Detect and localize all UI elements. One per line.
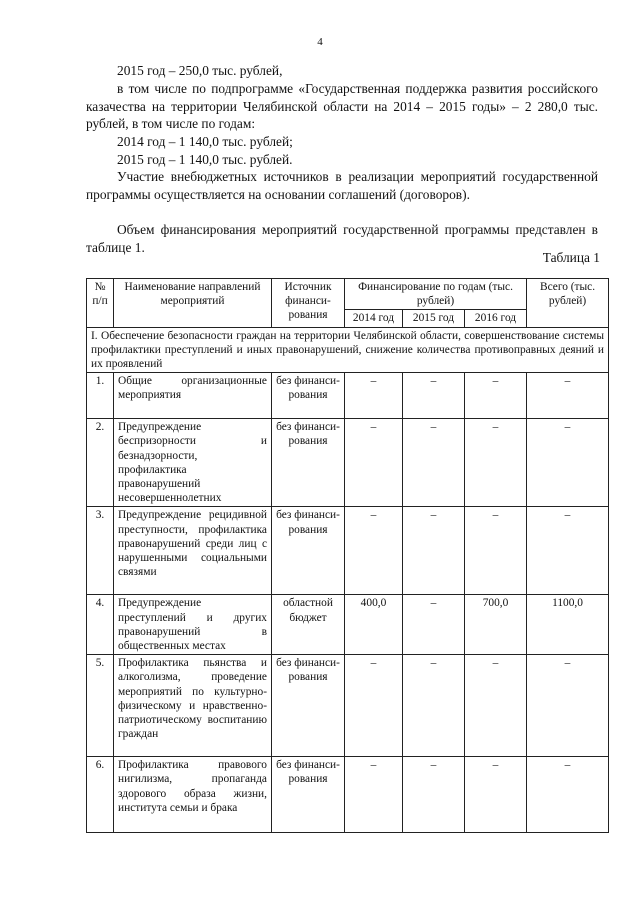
section-title: I. Обеспечение безопасности граждан на территории Челябинской области, совершенствование системы профилактики преступлений и иных правонарушений, снижение количества противоправных деяний и их проявлений	[87, 327, 609, 373]
row-total: –	[527, 373, 609, 419]
row-2015: –	[403, 419, 465, 507]
header-2015: 2015 год	[403, 310, 465, 327]
table-header-row	[87, 279, 609, 310]
row-source: областной бюджет	[272, 595, 345, 655]
table-row	[87, 595, 609, 655]
row-2015: –	[403, 373, 465, 419]
row-source: без финанси-рования	[272, 373, 345, 419]
row-name: Профилактика пьянства и алкоголизма, проведение мероприятий по культурно-физическому и нравственно-патриотическому воспитанию граждан	[114, 655, 272, 757]
row-total: 1100,0	[527, 595, 609, 655]
row-2014: –	[345, 507, 403, 595]
paragraph-volume: Объем финансирования мероприятий государственной программы представлен в таблице 1.	[86, 222, 598, 255]
row-source: без финанси-рования	[272, 757, 345, 833]
header-name: Наименование направлений мероприятий	[114, 279, 272, 328]
row-2016: –	[465, 757, 527, 833]
table-row	[87, 419, 609, 507]
row-name: Предупреждение рецидивной преступности, профилактика правонарушений среди лиц с нарушенными социальными связями	[114, 507, 272, 595]
table-row	[87, 757, 609, 833]
page-number: 4	[317, 36, 323, 48]
financing-table	[86, 278, 609, 833]
row-num: 6.	[87, 757, 114, 833]
header-2014: 2014 год	[345, 310, 403, 327]
row-2016: –	[465, 419, 527, 507]
row-source: без финанси-рования	[272, 507, 345, 595]
row-2016: –	[465, 507, 527, 595]
row-total: –	[527, 507, 609, 595]
table-row	[87, 373, 609, 419]
row-name: Предупреждение беспризорности и безнадзорности, профилактика правонарушений несовершеннолетних	[114, 419, 272, 507]
row-name: Профилактика правового нигилизма, пропаганда здорового образа жизни, института семьи и брака	[114, 757, 272, 833]
table-row	[87, 655, 609, 757]
row-num: 4.	[87, 595, 114, 655]
paragraph-subprogram: в том числе по подпрограмме «Государственная поддержка развития российского казачества на территории Челябинской области на 2014 – 2015 годы» – 2 280,0 тыс. рублей, в том числе по годам:	[86, 81, 598, 132]
row-2016: 700,0	[465, 595, 527, 655]
section-row	[87, 327, 609, 373]
row-2015: –	[403, 757, 465, 833]
row-2015: –	[403, 507, 465, 595]
row-num: 1.	[87, 373, 114, 419]
row-2015: –	[403, 655, 465, 757]
table-row	[87, 507, 609, 595]
header-total: Всего (тыс. рублей)	[527, 279, 609, 328]
row-2014: –	[345, 757, 403, 833]
row-source: без финанси-рования	[272, 419, 345, 507]
header-num: № п/п	[87, 279, 114, 328]
header-2016: 2016 год	[465, 310, 527, 327]
row-2014: 400,0	[345, 595, 403, 655]
paragraph-2015-total: 2015 год – 250,0 тыс. рублей,	[117, 63, 283, 78]
row-num: 2.	[87, 419, 114, 507]
header-financing: Финансирование по годам (тыс. рублей)	[345, 279, 527, 310]
row-num: 5.	[87, 655, 114, 757]
row-2014: –	[345, 419, 403, 507]
paragraph-2014-sub: 2014 год – 1 140,0 тыс. рублей;	[117, 134, 293, 149]
paragraph-extrabudget: Участие внебюджетных источников в реализации мероприятий государственной программы осуществляется на основании соглашений (договоров).	[86, 169, 598, 202]
row-2016: –	[465, 655, 527, 757]
header-source: Источник финанси-рования	[272, 279, 345, 328]
table-caption: Таблица 1	[542, 250, 600, 265]
row-total: –	[527, 655, 609, 757]
row-total: –	[527, 757, 609, 833]
row-2016: –	[465, 373, 527, 419]
row-total: –	[527, 419, 609, 507]
row-2014: –	[345, 373, 403, 419]
row-name: Предупреждение преступлений и других правонарушений в общественных местах	[114, 595, 272, 655]
row-source: без финанси-рования	[272, 655, 345, 757]
row-num: 3.	[87, 507, 114, 595]
row-2015: –	[403, 595, 465, 655]
row-name: Общие организационные мероприятия	[114, 373, 272, 419]
row-2014: –	[345, 655, 403, 757]
paragraph-2015-sub: 2015 год – 1 140,0 тыс. рублей.	[117, 152, 293, 167]
